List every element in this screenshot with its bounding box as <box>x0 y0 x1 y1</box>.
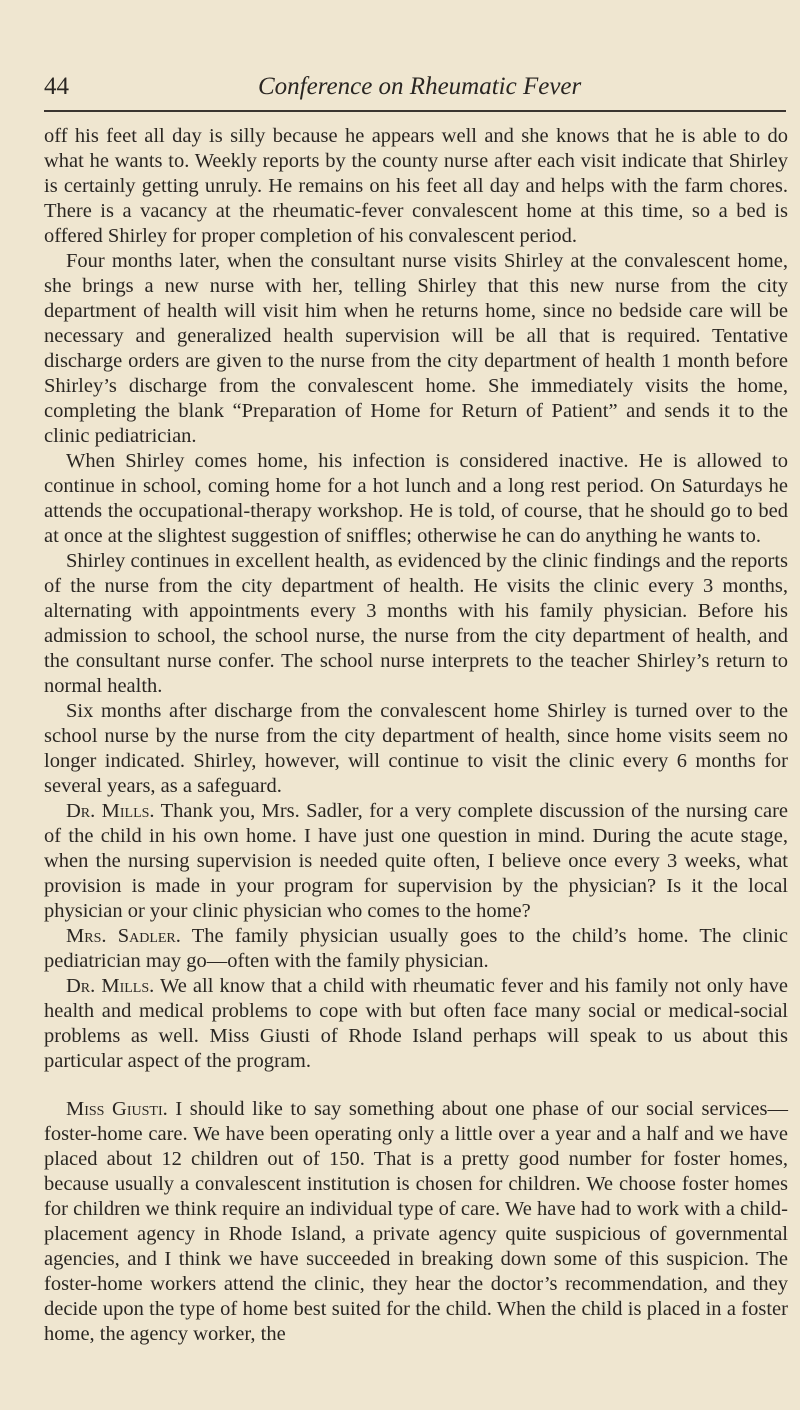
paragraph-6 <box>44 799 788 924</box>
running-title: Conference on Rheumatic Fever <box>258 73 582 100</box>
paragraph-5: Six months after discharge from the convalescent home Shirley is turned over to the school nurse by the nurse from the city department of health, since home visits seem no longer indicated. Shirley, however, will continue to visit the clinic every 6 months for several years, as a safeguard. <box>44 700 788 797</box>
speaker-name: Dr. Mills. <box>66 975 155 997</box>
paragraph-9 <box>44 1097 788 1347</box>
body-text <box>44 124 788 1347</box>
paragraph-2: Four months later, when the consultant nurse visits Shirley at the convalescent home, she brings a new nurse with her, telling Shirley that this new nurse from the city department of health will visit him when he returns home, since no bedside care will be necessary and generalized health supervision will be all that is required. Tentative discharge orders are given to the nurse from the city department of health 1 month before Shirley’s discharge from the convalescent home. She immediately visits the home, completing the blank “Preparation of Home for Return of Patient” and sends it to the clinic pediatrician. <box>44 250 788 447</box>
header-rule <box>44 110 786 112</box>
paragraph-1: off his feet all day is silly because he appears well and she knows that he is able to do what he wants to. Weekly reports by the county nurse after each visit indicate that Shirley is certainly getting unruly. He remains on his feet all day and helps with the farm chores. There is a vacancy at the rheumatic-fever convalescent home at this time, so a bed is offered Shirley for proper completion of his convalescent period. <box>44 125 788 247</box>
speech-text: I should like to say something about one phase of our social services—foster-home care. We have been operating only a little over a year and a half and we have placed about 12 children out of 150. That is a pretty good number for foster homes, because usually a convalescent institution is chosen for children. We choose foster homes for children we think require an individual type of care. We have had to work with a child-placement agency in Rhode Island, a private agency quite suspicious of governmental agencies, and I think we have succeeded in breaking down some of this suspicion. The foster-home workers attend the clinic, they hear the doctor’s recommendation, and they decide upon the type of home best suited for the child. When the child is placed in a foster home, the agency worker, the <box>44 1098 789 1345</box>
paragraph-8 <box>44 974 788 1074</box>
speech-text: The family physician usually goes to the child’s home. The clinic pediatrician may go—often with the family physician. <box>44 925 789 972</box>
speech-text: Thank you, Mrs. Sadler, for a very complete discussion of the nursing care of the child in his own home. I have just one question in mind. During the acute stage, when the nursing supervision is needed quite often, I believe once every 3 weeks, what provision is made in your program for supervision by the physician? Is it the local physician or your clinic physician who comes to the home? <box>44 800 788 922</box>
paragraph-4: Shirley continues in excellent health, as evidenced by the clinic findings and the reports of the nurse from the city department of health. He visits the clinic every 3 months, alternating with appointments every 3 months with his family physician. Before his admission to school, the school nurse, the nurse from the city department of health, and the consultant nurse confer. The school nurse interprets to the teacher Shirley’s return to normal health. <box>44 550 788 697</box>
paragraph-7 <box>44 924 788 974</box>
speaker-name: Miss Giusti. <box>66 1098 168 1120</box>
speaker-name: Dr. Mills. <box>66 800 155 822</box>
speaker-name: Mrs. Sadler. <box>66 925 181 947</box>
paragraph-3: When Shirley comes home, his infection is considered inactive. He is allowed to continue in school, coming home for a hot lunch and a long rest period. On Saturdays he attends the occupational-therapy workshop. He is told, of course, that he should go to bed at once at the slightest suggestion of sniffles; otherwise he can do anything he wants to. <box>44 450 788 547</box>
page-number: 44 <box>44 73 69 100</box>
speech-text: We all know that a child with rheumatic fever and his family not only have health and medical problems to cope with but often face many social or medical-social problems as well. Miss Giusti of Rhode Island perhaps will speak to us about this particular aspect of the program. <box>44 975 788 1072</box>
